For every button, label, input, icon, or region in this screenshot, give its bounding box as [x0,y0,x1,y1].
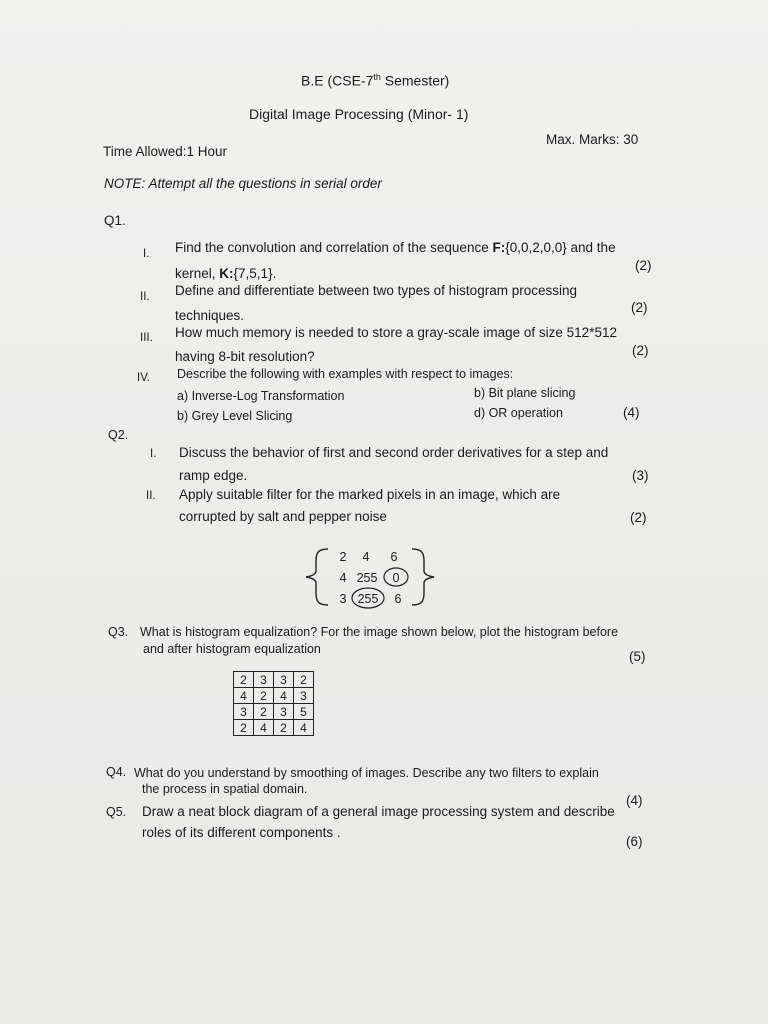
table-cell: 4 [254,720,274,736]
table-cell: 2 [254,688,274,704]
matrix-cell: 4 [339,571,347,585]
q1-label: Q1. [104,213,126,228]
table-cell: 4 [274,688,294,704]
q5-label: Q5. [106,805,127,819]
q1-iv-b1: b) Grey Level Slicing [177,409,293,423]
q1-i-line1 [175,240,616,255]
q1-ii-line2: techniques. [175,308,245,323]
table-cell: 5 [294,704,314,720]
noise-matrix [290,543,450,611]
q1-iv-d: d) OR operation [474,406,563,420]
q1-i-num: I. [143,248,150,260]
q1-ii-num: II. [140,291,150,303]
note: NOTE: Attempt all the questions in serial order [104,176,382,191]
q1-iii-line2: having 8-bit resolution? [175,349,315,364]
q4-label: Q4. [106,765,127,779]
q1-i-bold: F: [492,240,506,255]
matrix-cell: 255 [356,571,378,585]
q1-i-line2 [175,266,276,281]
table-cell: 2 [274,720,294,736]
q5-marks: (6) [626,834,643,849]
q2-ii-num: II. [146,490,156,502]
table-row [234,672,314,688]
q1-i-pre: Find the convolution and correlation of the sequence [175,240,493,255]
max-marks: Max. Marks: 30 [546,132,639,147]
time-allowed: Time Allowed:1 Hour [103,144,228,159]
q1-iii-line1: How much memory is needed to store a gray-scale image of size 512*512 [175,325,617,340]
table-row [234,704,314,720]
q1-ii-line1: Define and differentiate between two types of histogram processing [175,283,577,298]
q1-iv-line1: Describe the following with examples with respect to images: [177,367,514,381]
q2-i-line2: ramp edge. [179,468,248,483]
table-row [234,688,314,704]
table-cell: 3 [234,704,254,720]
q1-i-marks: (2) [635,258,652,273]
table-cell: 3 [294,688,314,704]
q1-iv-marks: (4) [623,405,640,420]
q2-i-num: I. [150,448,157,460]
q1-i-post: {0,0,2,0,0} and the [505,240,616,255]
matrix-cell: 6 [394,592,402,606]
q1-iv-num: IV. [137,372,151,384]
q1-iii-num: III. [140,332,153,344]
q1-i-post2: {7,5,1}. [233,266,277,281]
q1-i-bold2: K: [219,266,234,281]
q4-line1: What do you understand by smoothing of images. Describe any two filters to explain [134,766,599,780]
table-cell: 2 [254,704,274,720]
subject-title: Digital Image Processing (Minor- 1) [249,106,469,122]
table-cell: 3 [274,672,294,688]
q2-i-line1: Discuss the behavior of first and second order derivatives for a step and [179,445,609,460]
matrix-cell: 2 [339,550,347,564]
histogram-table [233,671,314,736]
q3-marks: (5) [629,649,646,664]
table-cell: 3 [254,672,274,688]
matrix-cell: 3 [339,592,347,606]
table-cell: 2 [234,720,254,736]
q1-ii-marks: (2) [631,300,648,315]
matrix-cell: 0 [392,571,400,585]
table-cell: 4 [294,720,314,736]
q4-line2: the process in spatial domain. [142,782,308,796]
table-row [234,720,314,736]
q3-line1: What is histogram equalization? For the image shown below, plot the histogram before [140,625,619,639]
q1-iv-b2: b) Bit plane slicing [474,386,576,400]
course-text: B.E (CSE-7 [301,72,374,89]
q2-ii-line2: corrupted by salt and pepper noise [179,509,387,524]
table-cell: 4 [234,688,254,704]
q1-iv-a: a) Inverse-Log Transformation [177,389,345,403]
left-brace [306,549,328,605]
q3-line2: and after histogram equalization [143,642,321,656]
q4-marks: (4) [626,793,643,808]
table-cell: 2 [234,672,254,688]
table-cell: 2 [294,672,314,688]
matrix-cell: 255 [357,592,379,606]
matrix-cell: 4 [362,550,370,564]
q5-line2: roles of its different components . [142,825,341,840]
course-end: Semester) [380,72,450,89]
table-cell: 3 [274,704,294,720]
right-brace [412,549,434,605]
q3-label: Q3. [108,625,129,639]
course-title [301,72,449,89]
q2-i-marks: (3) [632,468,649,483]
course-sup: th [373,72,381,82]
q5-line1: Draw a neat block diagram of a general image processing system and describe [142,804,615,819]
matrix-cell: 6 [390,550,398,564]
q2-ii-marks: (2) [630,510,647,525]
q1-i-pre2: kernel, [175,266,220,281]
q1-iii-marks: (2) [632,343,649,358]
q2-label: Q2. [108,428,129,442]
q2-ii-line1: Apply suitable filter for the marked pixels in an image, which are [179,487,561,502]
